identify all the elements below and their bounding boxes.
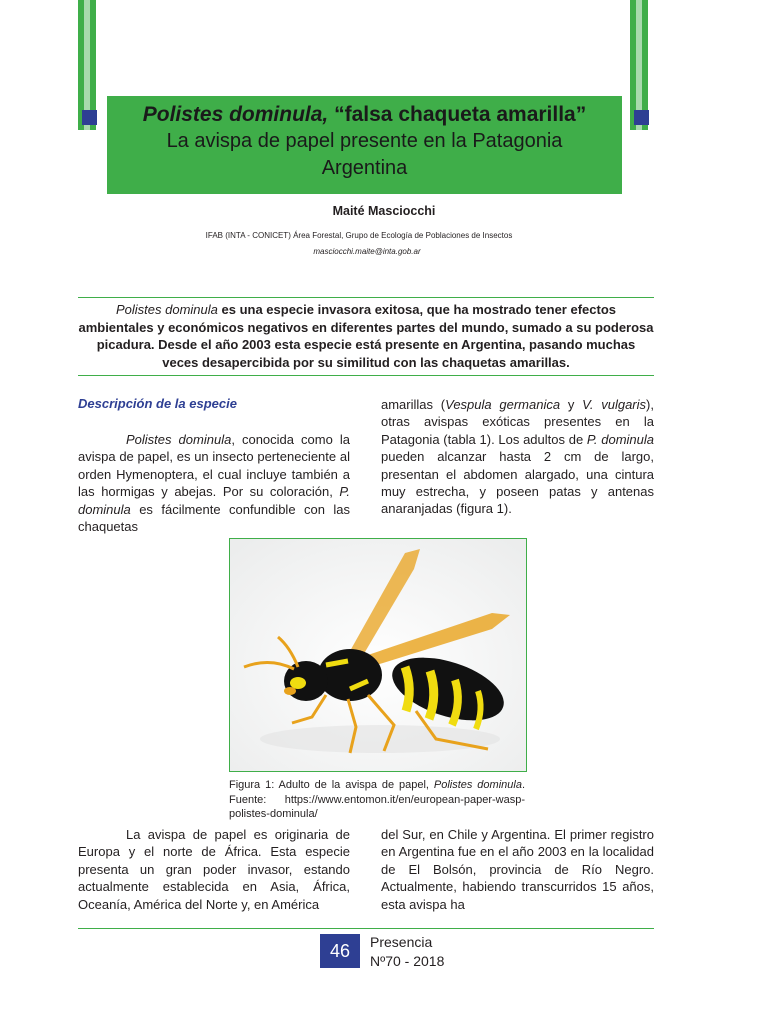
body-paragraph-col2-2 bbox=[381, 826, 654, 913]
species-name: P. dominula bbox=[586, 431, 654, 447]
journal-info bbox=[370, 933, 444, 971]
abstract-text: es una especie invasora exitosa, que ha mostrado tener efectos ambientales y económicos negativos en diferentes partes del mundo, sumado a su poderosa picadura. Desde el año 2003 esta especie está presente en Argentina, pasando muchas veces desapercibida por su similitud con las chaquetas amarillas. bbox=[78, 302, 654, 370]
paragraph-text: es fácilmente confundible con las chaquetas bbox=[78, 501, 350, 535]
species-name: Vespula germanica bbox=[445, 397, 561, 412]
species-name: Polistes dominula bbox=[126, 432, 232, 447]
abstract-species: Polistes dominula bbox=[116, 302, 218, 317]
abstract-top-rule bbox=[78, 297, 654, 298]
page-number: 46 bbox=[320, 934, 360, 968]
wasp-photo-icon bbox=[230, 539, 526, 771]
footer-rule bbox=[78, 928, 654, 929]
title-common-name: “falsa chaqueta amarilla” bbox=[334, 103, 587, 126]
paragraph-text: y bbox=[560, 397, 583, 412]
paragraph-text: , conocida como la avispa de papel, es un insecto perteneciente al orden Hymenoptera, el cual incluye también a las hormigas y abejas. Por su coloración, bbox=[78, 432, 350, 500]
author-email[interactable]: masciocchi.maite@inta.gob.ar bbox=[313, 247, 421, 256]
figure-1-frame bbox=[229, 538, 527, 772]
journal-name: Presencia bbox=[370, 934, 433, 950]
article-subtitle-line-1: La avispa de papel presente en la Patagonia bbox=[166, 130, 563, 152]
article-title bbox=[107, 102, 622, 128]
journal-issue: Nº70 - 2018 bbox=[370, 953, 445, 969]
decoration-square-right bbox=[634, 110, 649, 125]
title-species: Polistes dominula, bbox=[142, 103, 329, 126]
body-paragraph-col1-1 bbox=[78, 431, 350, 535]
species-name: V. vulgaris bbox=[582, 397, 647, 412]
paragraph-text: del Sur, en Chile y Argentina. El primer registro en Argentina fue en el año 2003 en la localidad de El Bolsón, provincia de Río Negro. Actualmente, habiendo transcurridos 15 años, esta avispa ha bbox=[381, 827, 654, 912]
body-paragraph-col2-1 bbox=[381, 396, 654, 518]
paragraph-text: ), otras avispas exóticas presentes en la Patagonia (tabla 1). Los adultos de bbox=[381, 397, 654, 447]
figure-1-caption bbox=[229, 778, 525, 822]
article-title-box bbox=[107, 96, 622, 194]
paragraph-text: amarillas ( bbox=[381, 397, 446, 412]
abstract bbox=[78, 301, 654, 371]
abstract-bottom-rule bbox=[78, 375, 654, 376]
species-name: P. dominula bbox=[78, 484, 350, 517]
author-name: Maité Masciocchi bbox=[332, 204, 436, 218]
caption-species: Polistes dominula bbox=[433, 779, 522, 791]
paragraph-text: pueden alcanzar hasta 2 cm de largo, presentan el abdomen alargado, una cintura muy estrecha, y poseen patas y antenas anaranjadas (figura 1). bbox=[381, 449, 654, 517]
article-subtitle-line-2: Argentina bbox=[321, 157, 408, 179]
author-affiliation: IFAB (INTA - CONICET) Área Forestal, Grupo de Ecología de Poblaciones de Insectos bbox=[205, 231, 513, 240]
section-heading: Descripción de la especie bbox=[78, 396, 237, 411]
decoration-square-left bbox=[82, 110, 97, 125]
caption-text: Figura 1: Adulto de la avispa de papel, bbox=[229, 779, 434, 791]
paragraph-text: La avispa de papel es originaria de Europa y el norte de África. Esta especie presenta un gran poder invasor, estando actualmente establecida en Asia, África, Oceanía, América del Norte y, en América bbox=[78, 827, 350, 912]
body-paragraph-col1-2 bbox=[78, 826, 350, 913]
caption-text: . Fuente: https://www.entomon.it/en/european-paper-wasp-polistes-dominula/ bbox=[229, 779, 526, 820]
